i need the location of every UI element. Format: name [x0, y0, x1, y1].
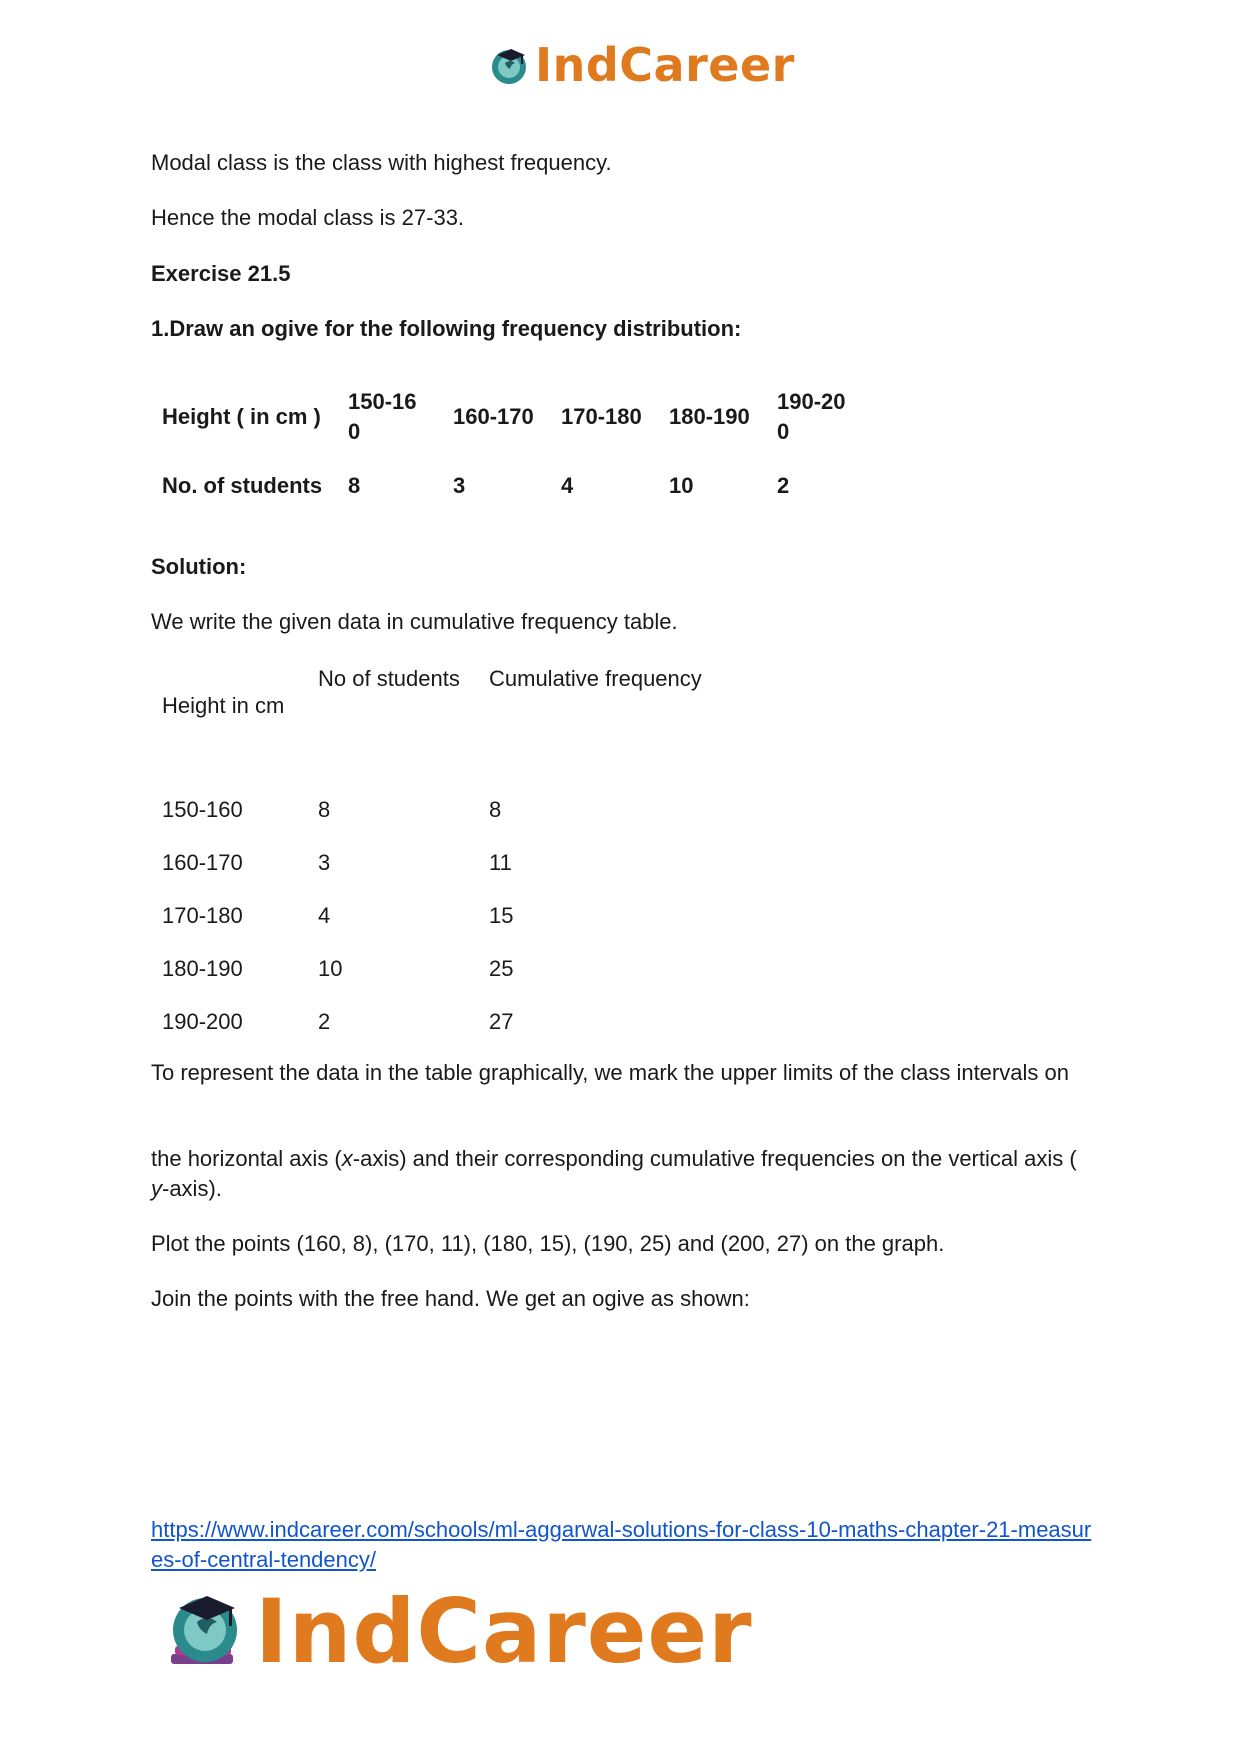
modal-result: Hence the modal class is 27-33. — [151, 205, 465, 230]
row-label-students: No. of students — [162, 473, 323, 498]
cell-students: 2 — [318, 1009, 331, 1034]
graduation-globe-icon — [487, 43, 531, 87]
cell-students: 10 — [318, 956, 343, 981]
exercise-title: Exercise 21.5 — [151, 261, 291, 286]
student-count: 10 — [669, 473, 694, 498]
italic-x: x — [341, 1146, 353, 1171]
student-count: 2 — [777, 473, 790, 498]
footer-logo — [163, 1579, 753, 1683]
table-row — [151, 901, 749, 954]
footer-logo-text: IndCareer — [255, 1579, 753, 1683]
cumulative-intro: We write the given data in cumulative frequency table. — [151, 609, 678, 634]
student-count: 3 — [453, 473, 466, 498]
cell-cumulative: 11 — [489, 850, 512, 875]
header-logo — [487, 40, 795, 90]
join-points-paragraph: Join the points with the free hand. We get an ogive as shown: — [151, 1286, 750, 1311]
cell-height: 150-160 — [162, 797, 243, 822]
represent-paragraph-1: To represent the data in the table graphically, we mark the upper limits of the class intervals on — [151, 1060, 1069, 1085]
class-interval: 170-180 — [561, 404, 642, 429]
question-text: 1.Draw an ogive for the following frequency distribution: — [151, 316, 742, 341]
modal-definition: Modal class is the class with highest frequency. — [151, 150, 612, 175]
cell-height: 170-180 — [162, 903, 243, 928]
cell-height: 160-170 — [162, 850, 243, 875]
cell-height: 180-190 — [162, 956, 243, 981]
cell-students: 3 — [318, 850, 331, 875]
student-count: 4 — [561, 473, 574, 498]
student-count: 8 — [348, 473, 361, 498]
cell-students: 4 — [318, 903, 331, 928]
class-interval: 190-20 0 — [777, 389, 846, 444]
table-row — [151, 954, 749, 1007]
table-row — [151, 378, 857, 456]
cell-cumulative: 27 — [489, 1009, 514, 1034]
header-height: Height in cm — [162, 693, 285, 718]
represent-paragraph-2 — [151, 1144, 1101, 1204]
text-run: -axis). — [162, 1176, 222, 1201]
cell-cumulative: 8 — [489, 797, 502, 822]
table-row — [151, 1007, 749, 1060]
header-logo-text: IndCareer — [535, 38, 795, 92]
graduation-globe-books-icon — [163, 1588, 249, 1674]
table-row — [151, 456, 857, 516]
cell-students: 8 — [318, 797, 331, 822]
solution-label: Solution: — [151, 554, 247, 579]
cell-cumulative: 15 — [489, 903, 514, 928]
class-interval: 160-170 — [453, 404, 534, 429]
source-link[interactable]: https://www.indcareer.com/schools/ml-aggarwal-solutions-for-class-10-maths-chapter-21-measures-of-central-tendency/ — [151, 1517, 1092, 1572]
text-run: -axis) and their corresponding cumulative frequencies on the vertical axis ( — [352, 1146, 1077, 1171]
text-run: the horizontal axis ( — [151, 1146, 342, 1171]
header-cumulative: Cumulative frequency — [489, 666, 702, 691]
frequency-table — [151, 378, 857, 516]
plot-points-paragraph: Plot the points (160, 8), (170, 11), (180, 15), (190, 25) and (200, 27) on the graph. — [151, 1231, 945, 1256]
row-label-height: Height ( in cm ) — [162, 404, 321, 429]
cell-cumulative: 25 — [489, 956, 514, 981]
table-row — [151, 795, 749, 848]
class-interval: 180-190 — [669, 404, 750, 429]
cumulative-frequency-table — [151, 664, 749, 1060]
class-interval: 150-16 0 — [348, 389, 417, 444]
header-students: No of students — [318, 666, 460, 691]
table-header-row — [151, 664, 749, 795]
cell-height: 190-200 — [162, 1009, 243, 1034]
table-row — [151, 848, 749, 901]
italic-y: y — [151, 1176, 162, 1201]
